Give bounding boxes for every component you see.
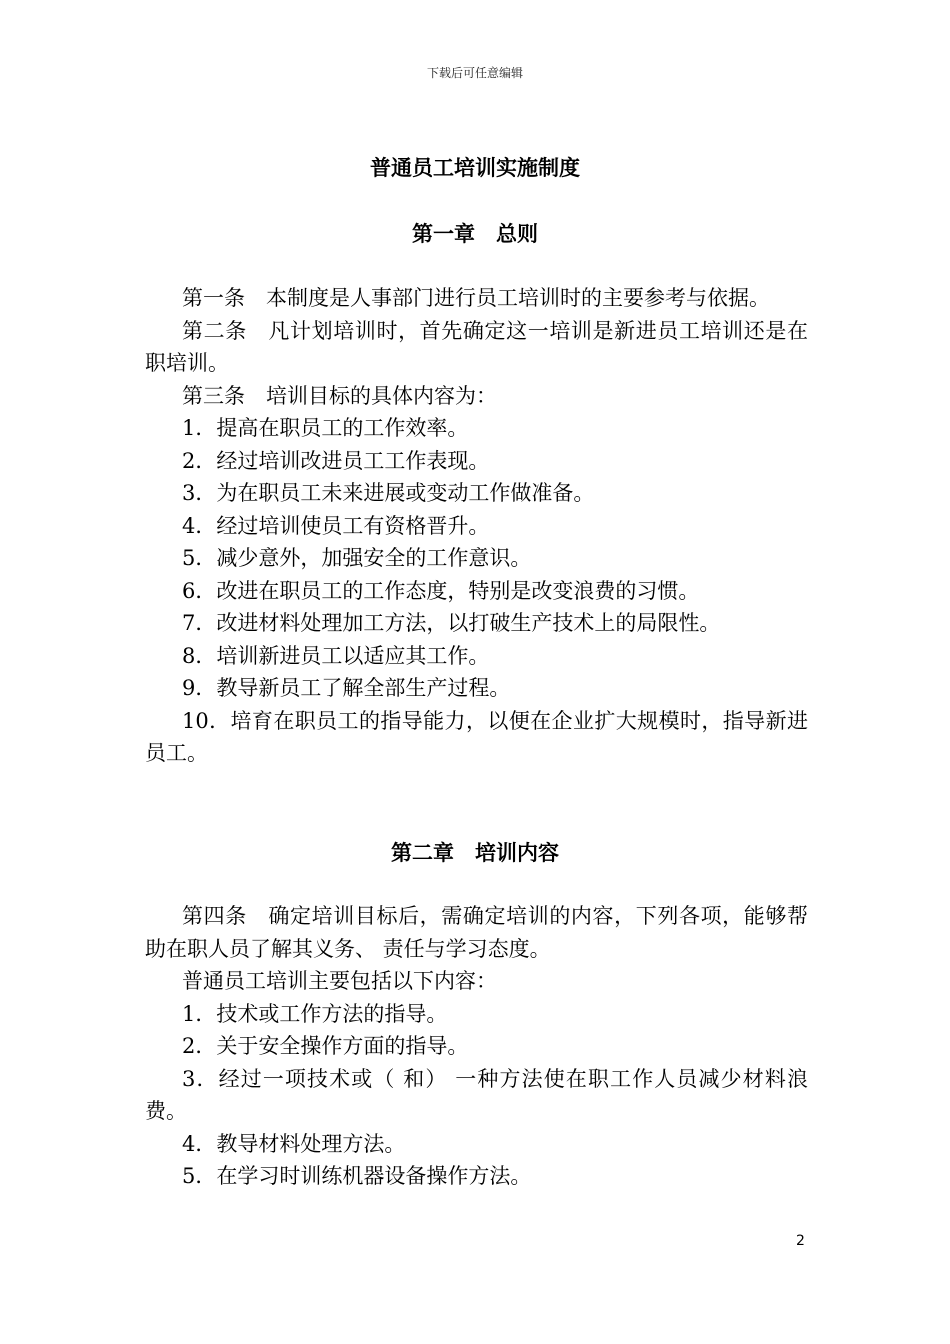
article-1-paragraph: 第一条 本制度是人事部门进行员工培训时的主要参考与依据。 [182,286,770,310]
chapter-2-body [145,900,808,1193]
article-3-paragraph: 第三条 培训目标的具体内容为： [182,383,497,408]
list-item: 5．减少意外，加强安全的工作意识。 [182,546,532,570]
list-item: 6．改进在职员工的工作态度，特别是改变浪费的习惯。 [182,578,700,603]
list-item: 2．关于安全操作方面的指导。 [182,1034,469,1058]
page-header-note: 下载后可任意编辑 [426,66,523,80]
document-title: 普通员工培训实施制度 [370,156,580,180]
list-item: 1．提高在职员工的工作效率。 [182,416,469,440]
chapter-1-body [145,282,808,770]
chapter-2-heading: 第二章 培训内容 [391,841,559,865]
list-item: 10．培育在职员工的指导能力，以便在企业扩大规模时，指导新进员工。 [145,708,808,765]
chapter-1-heading: 第一章 总则 [412,222,538,246]
list-item: 7．改进材料处理加工方法，以打破生产技术上的局限性。 [182,611,721,635]
list-item: 3．为在职员工未来进展或变动工作做准备。 [182,481,595,505]
page-number: 2 [796,1233,805,1249]
content-intro-paragraph: 普通员工培训主要包括以下内容： [182,969,497,993]
list-item: 4．经过培训使员工有资格晋升。 [182,513,490,538]
list-item: 5．在学习时训练机器设备操作方法。 [182,1164,532,1188]
list-item: 9．教导新员工了解全部生产过程。 [182,676,511,700]
article-2-paragraph: 第二条 凡计划培训时，首先确定这一培训是新进员工培训还是在职培训。 [145,318,808,375]
list-item: 1．技术或工作方法的指导。 [182,1001,448,1026]
list-item: 3．经过一项技术或（ 和） 一种方法使在职工作人员减少材料浪费。 [145,1066,808,1123]
list-item: 4．教导材料处理方法。 [182,1131,406,1156]
article-4-paragraph: 第四条 确定培训目标后，需确定培训的内容，下列各项，能够帮助在职人员了解其义务、 责任与学习态度。 [145,904,808,961]
list-item: 2．经过培训改进员工工作表现。 [182,448,490,473]
list-item: 8．培训新进员工以适应其工作。 [182,643,490,668]
